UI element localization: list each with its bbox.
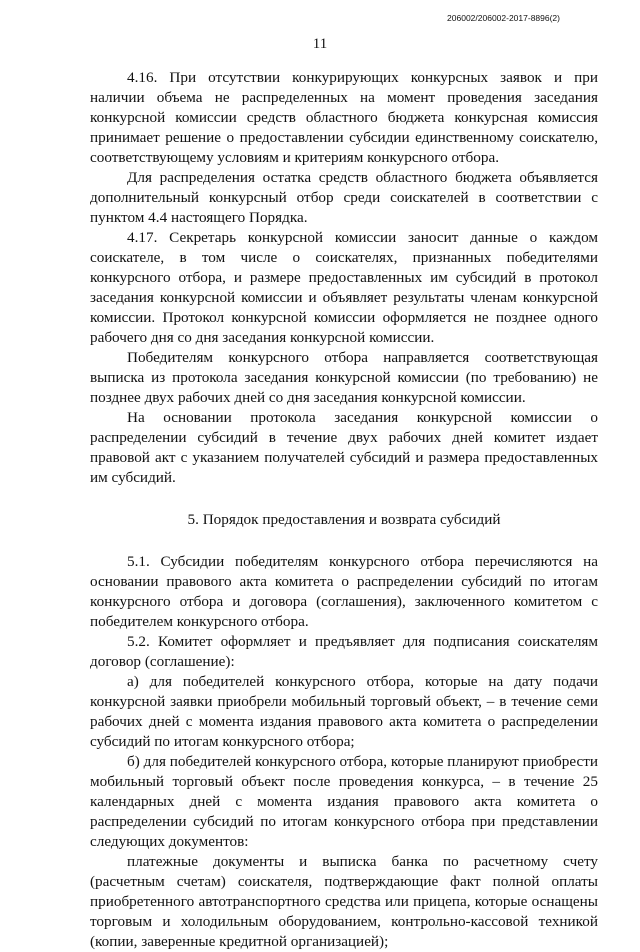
paragraph: На основании протокола заседания конкурсной комиссии о распределении субсидий в течение двух рабочих дней комитет издает правовой акт с указанием получателей субсидий и размера предоставленных им субсидий. xyxy=(90,409,598,486)
paragraph: платежные документы и выписка банка по расчетному счету (расчетным счетам) соискателя, подтверждающие факт полной оплаты приобретенного автотранспортного средства или прицепа, которые оснащены торговым и холодильным оборудованием, контрольно-кассовой техникой (копии, заверенные кредитной организацией); xyxy=(90,853,598,950)
paragraph: 4.17. Секретарь конкурсной комиссии заносит данные о каждом соискателе, в том числе о соискателях, признанных победителями конкурсного отбора, и размере предоставленных им субсидий в протокол заседания конкурсной комиссии и объявляет результаты членам конкурсной комиссии. Протокол конкурсной комиссии оформляется не позднее одного рабочего дня со дня заседания конкурсной комиссии. xyxy=(90,229,598,346)
paragraph: 5.2. Комитет оформляет и предъявляет для подписания соискателям договор (соглашение): xyxy=(90,633,598,670)
paragraph: а) для победителей конкурсного отбора, которые на дату подачи конкурсной заявки приобрели мобильный торговый объект, – в течение семи рабочих дней с момента издания правового акта комитета о распределении субсидий по итогам конкурсного отбора; xyxy=(90,673,598,750)
paragraph: б) для победителей конкурсного отбора, которые планируют приобрести мобильный торговый объект после проведения конкурса, – в течение 25 календарных дней с момента издания правового акта комитета о распределении субсидий по итогам конкурсного отбора при представлении следующих документов: xyxy=(90,753,598,850)
paragraph: 4.16. При отсутствии конкурирующих конкурсных заявок и при наличии объема не распределенных на момент проведения заседания конкурсной комиссии средств областного бюджета конкурсная комиссия принимает решение о предоставлении субсидии единственному соискателю, соответствующему условиям и критериям конкурсного отбора. xyxy=(90,69,598,166)
paragraph: Для распределения остатка средств областного бюджета объявляется дополнительный конкурсный отбор среди соискателей в соответствии с пунктом 4.4 настоящего Порядка. xyxy=(90,169,598,226)
document-body xyxy=(90,68,598,952)
paragraph: 5.1. Субсидии победителям конкурсного отбора перечисляются на основании правового акта комитета о распределении субсидий по итогам конкурсного отбора и договора (соглашения), заключенного комитетом с победителем конкурсного отбора. xyxy=(90,553,598,630)
document-code: 206002/206002-2017-8896(2) xyxy=(447,13,560,23)
paragraph: Победителям конкурсного отбора направляется соответствующая выписка из протокола заседания конкурсной комиссии (по требованию) не позднее двух рабочих дней со дня заседания конкурсной комиссии. xyxy=(90,349,598,406)
page-number: 11 xyxy=(312,36,328,52)
section-heading: 5. Порядок предоставления и возврата субсидий xyxy=(187,511,501,528)
